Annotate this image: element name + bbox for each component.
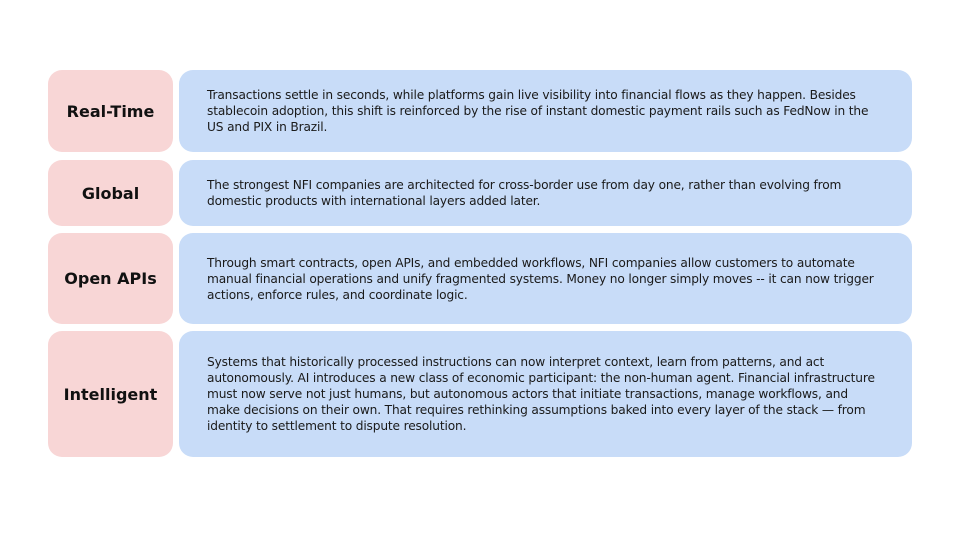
feature-description: The strongest NFI companies are architected for cross-border use from day one, rather than evolving from domestic products with international layers added later.	[207, 178, 842, 208]
feature-row-real-time	[48, 70, 912, 152]
feature-description: Through smart contracts, open APIs, and embedded workflows, NFI companies allow customers to automate manual financial operations and unify fragmented systems. Money no longer simply moves -- it can now trigger actions, enforce rules, and coordinate logic.	[207, 255, 874, 302]
feature-label-box	[48, 70, 173, 152]
feature-label: Open APIs	[64, 269, 157, 288]
feature-label-box	[48, 331, 173, 457]
feature-description: Systems that historically processed instructions can now interpret context, learn from patterns, and act autonomously. AI introduces a new class of economic participant: the non-human agent. Financial infrastructure must now serve not just humans, but autonomous actors that initiate transactions, manage workflows, and make decisions on their own. That requires rethinking assumptions baked into every layer of the stack — from identity to settlement to dispute resolution.	[207, 355, 875, 433]
feature-description-box	[179, 233, 912, 324]
feature-description: Transactions settle in seconds, while platforms gain live visibility into financial flows as they happen. Besides stablecoin adoption, this shift is reinforced by the rise of instant domestic payment rails such as FedNow in the US and PIX in Brazil.	[207, 88, 869, 134]
feature-label: Intelligent	[63, 384, 158, 404]
feature-label-box	[48, 233, 173, 324]
feature-label: Global	[81, 183, 140, 203]
feature-row-open-apis	[48, 233, 912, 324]
feature-description-box	[179, 331, 912, 457]
feature-description-box	[179, 160, 912, 226]
feature-row-global	[48, 160, 912, 226]
feature-label: Real-Time	[66, 101, 155, 121]
feature-label-box	[48, 160, 173, 226]
feature-row-intelligent	[48, 331, 912, 457]
feature-description-box	[179, 70, 912, 152]
